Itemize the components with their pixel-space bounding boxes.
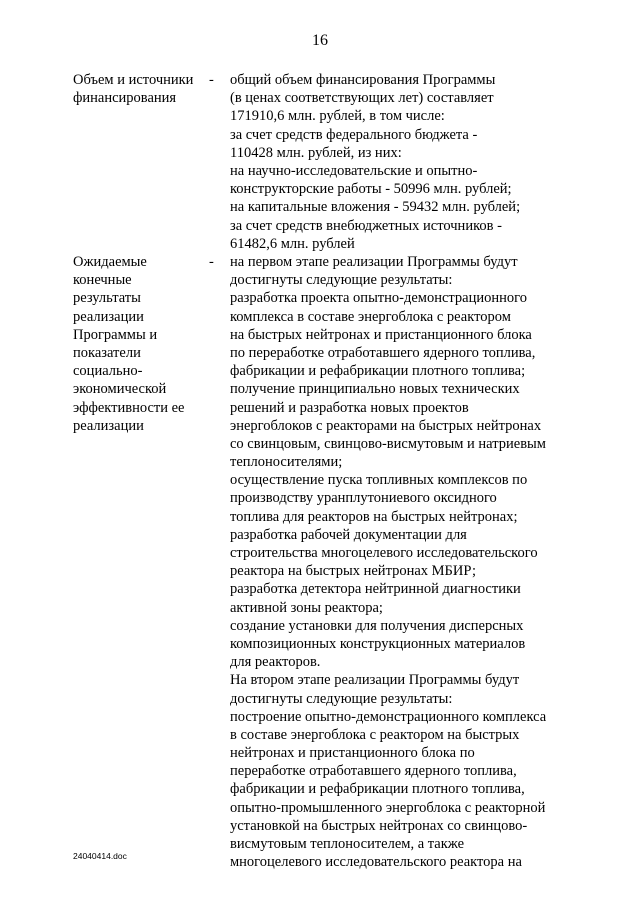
section-dash: - — [209, 254, 214, 270]
content-line: достигнуты следующие результаты: — [230, 272, 453, 289]
content-line: за счет средств внебюджетных источников - — [230, 217, 502, 234]
content-line: достигнуты следующие результаты: — [230, 690, 453, 707]
section-dash: - — [209, 72, 214, 88]
content-line: 61482,6 млн. рублей — [230, 235, 355, 252]
content-line: получение принципиально новых технических — [230, 381, 520, 398]
content-line: со свинцовым, свинцово-висмутовым и натриевым — [230, 435, 546, 452]
content-line: за счет средств федерального бюджета - — [230, 126, 478, 143]
label-line: социально- — [73, 363, 143, 380]
label-line: эффективности ее — [73, 399, 185, 416]
label-line: финансирования — [73, 90, 177, 107]
label-line: Ожидаемые — [73, 254, 147, 270]
content-line: на научно-исследовательские и опытно- — [230, 162, 478, 179]
content-line: На втором этапе реализации Программы будут — [230, 672, 520, 689]
label-line: конечные — [73, 272, 132, 289]
label-line: Объем и источники — [73, 72, 194, 88]
content-line: установкой на быстрых нейтронах со свинцово- — [230, 817, 528, 834]
content-line: конструкторские работы - 50996 млн. рублей; — [230, 181, 512, 198]
content-line: на быстрых нейтронах и пристанционного блока — [230, 326, 532, 343]
content-line: нейтронах и пристанционного блока по — [230, 745, 475, 762]
content-line: фабрикации и рефабрикации плотного топлива, — [230, 781, 525, 798]
content-line: 171910,6 млн. рублей, в том числе: — [230, 108, 445, 125]
content-line: разработка детектора нейтринной диагностики — [230, 581, 521, 598]
content-line: на первом этапе реализации Программы будут — [230, 254, 518, 270]
label-line: реализации — [73, 417, 144, 434]
content-line: теплоносителями; — [230, 454, 343, 471]
section-label — [73, 253, 203, 435]
label-line: реализации — [73, 308, 144, 325]
content-line: решений и разработка новых проектов — [230, 399, 469, 416]
content-line: многоцелевого исследовательского реактора на — [230, 854, 522, 871]
content-line: для реакторов. — [230, 654, 321, 671]
content-line: производству уранплутониевого оксидного — [230, 490, 497, 507]
content-line: фабрикации и рефабрикации плотного топлива; — [230, 363, 526, 380]
content-line: композиционных конструкционных материалов — [230, 635, 526, 652]
content-line: комплекса в составе энергоблока с реактором — [230, 308, 511, 325]
content-line: разработка рабочей документации для — [230, 526, 467, 543]
content-line: общий объем финансирования Программы — [230, 72, 496, 88]
content-line: строительства многоцелевого исследовательского — [230, 545, 538, 561]
content-line: разработка проекта опытно-демонстрационного — [230, 290, 527, 307]
page-number: 16 — [312, 32, 328, 49]
section-content — [230, 71, 575, 253]
content-line: осуществление пуска топливных комплексов по — [230, 472, 528, 489]
content-line: в составе энергоблока с реактором на быстрых — [230, 726, 520, 743]
section-content — [230, 253, 575, 871]
label-line: экономической — [73, 381, 167, 398]
content-line: переработке отработавшего ядерного топлива, — [230, 763, 517, 780]
file-name-footer: 24040414.doc — [73, 851, 127, 861]
label-line: Программы и — [73, 326, 158, 343]
content-line: (в ценах соответствующих лет) составляет — [230, 90, 494, 107]
content-line: активной зоны реактора; — [230, 599, 383, 616]
content-line: построение опытно-демонстрационного комплекса — [230, 708, 547, 725]
content-line: по переработке отработавшего ядерного топлива, — [230, 344, 536, 361]
content-line: энергоблоков с реакторами на быстрых нейтронах — [230, 417, 542, 434]
label-line: результаты — [73, 290, 141, 307]
label-line: показатели — [73, 344, 141, 361]
content-line: на капитальные вложения - 59432 млн. рублей; — [230, 199, 521, 216]
content-line: создание установки для получения дисперсных — [230, 617, 524, 634]
content-line: 110428 млн. рублей, из них: — [230, 144, 402, 161]
content-line: реактора на быстрых нейтронах МБИР; — [230, 563, 476, 580]
section-label — [73, 71, 203, 107]
content-line: опытно-промышленного энергоблока с реакторной — [230, 799, 546, 816]
content-line: топлива для реакторов на быстрых нейтронах; — [230, 508, 518, 525]
content-line: висмутовым теплоносителем, а также — [230, 836, 465, 852]
